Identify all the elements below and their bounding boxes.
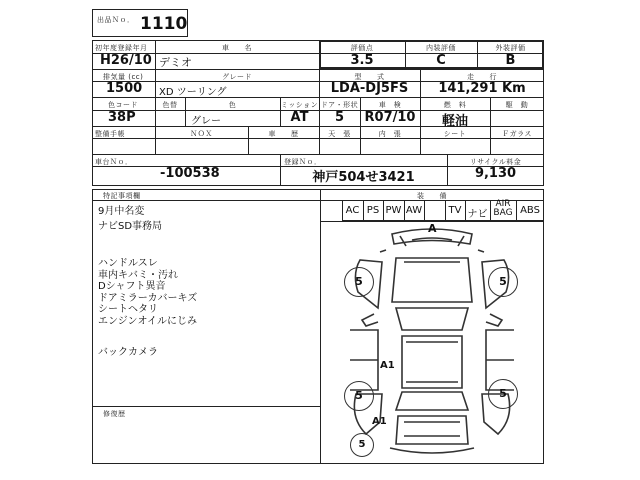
fuel-label: 燃 料 — [443, 101, 467, 109]
transmission-label: ミッション — [280, 101, 319, 109]
tire-grade: 5 — [499, 387, 507, 400]
note-line: シートヘタリ — [98, 304, 158, 316]
transmission-value: AT — [290, 110, 309, 125]
damage-mark-rear: A1 — [372, 416, 387, 427]
equipment-airbag: AIR BAG — [493, 199, 513, 218]
equipment-tv: TV — [448, 205, 462, 216]
equipment-ps: PS — [366, 205, 380, 216]
tire-grade: 5 — [358, 439, 366, 450]
car-diagram — [320, 222, 544, 464]
color-change-label: 色替 — [162, 101, 178, 109]
color-label: 色 — [228, 101, 237, 109]
year-value: H26/10 — [100, 53, 152, 68]
note-line: バックカメラ — [98, 347, 158, 358]
lot-number: 1110 — [140, 14, 188, 34]
registration-no-label: 登録Ｎｏ． — [284, 158, 322, 166]
damage-mark-side: A1 — [380, 360, 395, 371]
interior-grade-value: C — [436, 53, 446, 68]
equipment-abs: ABS — [520, 205, 540, 216]
notes-block-2 — [98, 258, 197, 328]
note-line: ナビSD事務局 — [98, 220, 163, 232]
equipment-ac: AC — [345, 205, 360, 216]
equipment-pw: PW — [385, 205, 402, 216]
note-line: エンジンオイルにじみ — [98, 315, 197, 327]
tire-front-left — [344, 267, 374, 297]
history-label: 車 歴 — [268, 130, 299, 138]
tire-rear-left — [344, 381, 374, 411]
tire-spare — [350, 433, 374, 457]
color-code-label: 色コード — [108, 101, 138, 109]
front-glass-label: Ｆガラス — [502, 130, 532, 138]
note-line: ハンドルスレ — [98, 258, 158, 269]
notes-label: 特記事項欄 — [103, 192, 141, 200]
interior-grade-label: 内装評価 — [426, 44, 456, 52]
tire-grade: 5 — [355, 389, 363, 402]
notes-block-3 — [98, 347, 158, 359]
drive-label: 駆 動 — [505, 101, 529, 109]
doors-label: ドア・形状 — [320, 101, 359, 109]
color-value: グレー — [191, 116, 221, 127]
color-code-value: 38P — [108, 110, 136, 125]
inspection-value: R07/10 — [364, 110, 416, 125]
equipment-aw: AW — [405, 205, 423, 216]
doors-value: 5 — [334, 110, 345, 125]
note-line: Dシャフト異音 — [98, 281, 166, 293]
tire-rear-right — [488, 379, 518, 409]
chassis-no-label: 車台Ｎｏ． — [95, 158, 133, 166]
inspection-label: 車 検 — [378, 101, 402, 109]
interior-lining-label: 内 張 — [378, 130, 402, 138]
model-value: LDA-DJ5FS — [330, 81, 409, 96]
repair-history-label: 修復歴 — [103, 410, 126, 418]
equipment-navi: ナビ — [467, 209, 488, 220]
displacement-label: 排気量 (cc) — [103, 73, 144, 81]
note-line: 9月中名変 — [98, 206, 145, 217]
recycle-fee-value: 9,130 — [474, 166, 517, 181]
grade-value: XD ツーリング — [159, 87, 227, 98]
car-name-value: デミオ — [159, 56, 192, 69]
sunroof-label: 天 張 — [328, 130, 351, 138]
tire-grade: 5 — [355, 275, 363, 288]
model-label: 型 式 — [354, 73, 385, 81]
year-label: 初年度登録年月 — [95, 44, 148, 52]
damage-mark-front: A — [428, 222, 437, 235]
fuel-value: 軽油 — [441, 114, 468, 129]
exterior-grade-label: 外装評価 — [495, 44, 526, 52]
score-value: 3.5 — [350, 53, 374, 68]
mileage-label: 走 行 — [467, 73, 497, 81]
maintenance-book-label: 整備手帳 — [95, 130, 125, 138]
seat-label: シート — [443, 130, 467, 138]
lot-label: 出品Ｎｏ． — [97, 16, 135, 24]
score-label: 評価点 — [350, 44, 374, 52]
tire-front-right — [488, 267, 518, 297]
nox-label: ＮＯＸ — [190, 130, 213, 138]
note-line: ドアミラーカバーキズ — [98, 292, 198, 304]
grid-rule — [92, 154, 544, 155]
tire-grade: 5 — [499, 275, 507, 288]
mileage-value: 141,291 Km — [438, 81, 526, 96]
exterior-grade-value: B — [505, 53, 516, 68]
note-line: 車内キバミ・汚れ — [98, 269, 178, 281]
equipment-label: 装 備 — [417, 192, 447, 200]
grid-rule — [424, 201, 425, 221]
lot-number-box — [92, 9, 188, 37]
displacement-value: 1500 — [106, 81, 143, 96]
car-name-label: 車 名 — [222, 44, 252, 52]
grade-label: グレード — [222, 73, 252, 81]
notes-block-1 — [98, 206, 162, 232]
recycle-fee-label: リサイクル料金 — [469, 158, 522, 166]
chassis-no-value: -100538 — [160, 166, 220, 181]
registration-no-value: 神戸504せ3421 — [312, 170, 415, 185]
grid-rule — [92, 406, 320, 407]
